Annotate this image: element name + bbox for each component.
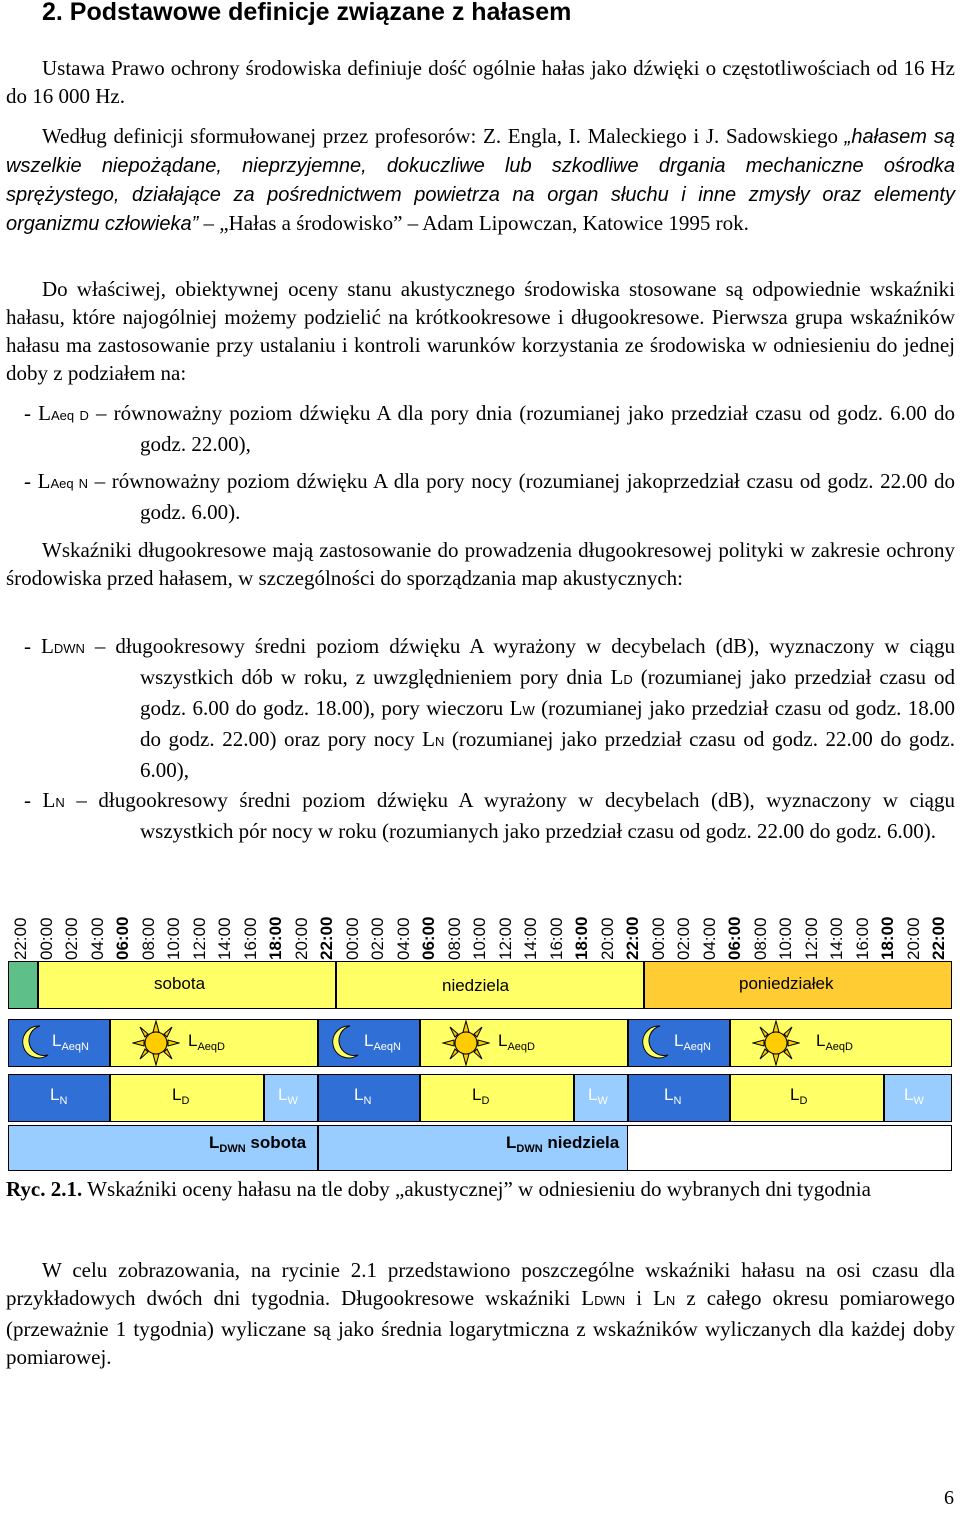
lw-label: $L_W$ bbox=[278, 1085, 298, 1107]
moon-icon bbox=[328, 1023, 362, 1061]
day-label-niedziela: niedziela bbox=[442, 976, 510, 995]
time-tick-label: 06:00 bbox=[113, 916, 133, 960]
ln-label: $L_N$ bbox=[664, 1085, 682, 1107]
ldwn-cell-empty bbox=[628, 1125, 952, 1171]
p2-start: Według definicji sformułowanej przez profesorów: Z. Engla, I. Maleckiego i J. Sadowskiego bbox=[42, 124, 845, 148]
ld-cell-2 bbox=[420, 1074, 574, 1122]
ld-label: $L_D$ bbox=[790, 1085, 808, 1107]
time-tick-label: 22:00 bbox=[317, 916, 337, 960]
time-tick-label: 14:00 bbox=[215, 917, 235, 960]
laeqd-label: $L_{AeqD}$ bbox=[816, 1031, 853, 1053]
paragraph-4: Wskaźniki długookresowe mają zastosowanie do prowadzenia długookresowej polityki w zakresie ochrony środowiska przed hałasem, w szczególności do sporządzania map akustycznych: bbox=[6, 538, 955, 590]
time-tick-label: 06:00 bbox=[725, 916, 745, 960]
time-tick-label: 10:00 bbox=[470, 917, 490, 960]
moon-icon bbox=[638, 1023, 672, 1061]
laeqd-label: $L_{AeqD}$ bbox=[188, 1031, 225, 1053]
time-tick-label: 04:00 bbox=[393, 917, 413, 960]
lw-label: $L_W$ bbox=[904, 1085, 924, 1107]
ld-label: $L_D$ bbox=[172, 1085, 190, 1107]
time-tick-label: 16:00 bbox=[546, 917, 566, 960]
time-tick-label: 12:00 bbox=[189, 917, 209, 960]
p2-end: – „Hałas a środowisko” – Adam Lipowczan, Katowice 1995 rok. bbox=[198, 211, 749, 235]
time-tick-label: 10:00 bbox=[776, 917, 796, 960]
list-item-laeqd: - LAeq D – równoważny poziom dźwięku A dla pory dnia (rozumianej jako przedział czasu od godz. 6.00 do godz. 22.00), bbox=[24, 401, 955, 456]
time-tick-label: 14:00 bbox=[521, 917, 541, 960]
paragraph-3: Do właściwej, obiektywnej oceny stanu akustycznego środowiska stosowane są odpowiednie wskaźniki hałasu, które najogólniej możemy podzielić na krótkookresowe i długookresowe. Pierwsza grupa wskaźników hałasu ma zastosowanie przy ustalaniu i kontroli warunków korzystania ze środowiska w odniesieniu do jednej doby z podziałem na: bbox=[6, 277, 955, 385]
laeqn-label: $L_{AeqN}$ bbox=[364, 1031, 401, 1053]
time-tick-label: 00:00 bbox=[648, 917, 668, 960]
time-tick-label: 02:00 bbox=[368, 917, 388, 960]
time-tick-label: 22:00 bbox=[929, 916, 949, 960]
figure-caption: Ryc. 2.1. Wskaźniki oceny hałasu na tle doby „akustycznej” w odniesieniu do wybranych dni tygodnia bbox=[6, 1177, 871, 1201]
page-number: 6 bbox=[944, 1487, 954, 1509]
time-tick-label: 18:00 bbox=[572, 916, 592, 960]
time-tick-label: 08:00 bbox=[750, 917, 770, 960]
sun-icon bbox=[132, 1020, 180, 1066]
time-tick-label: 10:00 bbox=[164, 917, 184, 960]
ln-label: $L_N$ bbox=[50, 1085, 68, 1107]
sun-icon bbox=[752, 1020, 800, 1066]
time-tick-label: 20:00 bbox=[597, 917, 617, 960]
lw-label: $L_W$ bbox=[588, 1085, 608, 1107]
laeqd-label: $L_{AeqD}$ bbox=[498, 1031, 535, 1053]
time-tick-label: 22:00 bbox=[11, 917, 30, 960]
ld-label: $L_D$ bbox=[472, 1085, 490, 1107]
time-tick-label: 04:00 bbox=[699, 917, 719, 960]
time-tick-label: 02:00 bbox=[674, 917, 694, 960]
time-tick-label: 20:00 bbox=[903, 917, 923, 960]
day-label-sobota: sobota bbox=[154, 974, 206, 993]
time-tick-label: 02:00 bbox=[62, 917, 82, 960]
moon-icon bbox=[18, 1023, 52, 1061]
time-tick-label: 16:00 bbox=[240, 917, 260, 960]
ln-label: $L_N$ bbox=[354, 1085, 372, 1107]
p2-quote: „hałasem są wszelkie niepożądane, nieprzyjemne, dokuczliwe lub szkodliwe drgania mechaniczne ośrodka sprężystego, działające za pośrednictwem powietrza na organ słuchu i inne zmysły oraz elementy organizmu człowieka” bbox=[6, 126, 956, 235]
time-tick-label: 00:00 bbox=[342, 917, 362, 960]
sun-icon bbox=[442, 1020, 490, 1066]
paragraph-1: Ustawa Prawo ochrony środowiska definiuje dość ogólnie hałas jako dźwięki o częstotliwościach od 16 Hz do 16 000 Hz. bbox=[6, 56, 955, 108]
section-heading: 2. Podstawowe definicje związane z hałasem bbox=[42, 0, 572, 26]
time-tick-label: 00:00 bbox=[36, 917, 56, 960]
time-tick-label: 06:00 bbox=[419, 916, 439, 960]
ldwn-label-sobota: $L_{DWN}$ sobota bbox=[209, 1133, 307, 1155]
time-tick-label: 22:00 bbox=[623, 916, 643, 960]
paragraph-2 bbox=[6, 122, 955, 238]
day-label-poniedzialek: poniedziałek bbox=[739, 974, 834, 993]
paragraph-5: W celu zobrazowania, na rycinie 2.1 przedstawiono poszczególne wskaźniki hałasu na osi czasu dla przykładowych dwóch dni tygodnia. Długookresowe wskaźniki LDWN i LN z całego okresu pomiarowego (przeważnie 1 tygodnia) wyliczane są jako średnia logarytmiczna z wskaźników wyliczanych dla każdej doby pomiarowej. bbox=[6, 1258, 956, 1369]
time-axis bbox=[8, 890, 952, 960]
time-tick-label: 16:00 bbox=[852, 917, 872, 960]
time-tick-label: 14:00 bbox=[827, 917, 847, 960]
time-tick-label: 12:00 bbox=[495, 917, 515, 960]
time-tick-label: 20:00 bbox=[291, 917, 311, 960]
list-item-ldwn: - LDWN – długookresowy średni poziom dźwięku A wyrażony w decybelach (dB), wyznaczony w ciągu wszystkich dób w roku, z uwzględnieniem pory dnia LD (rozumianej jako przedział czasu od godz. 6.00 do godz. 18.00), pory wieczoru LW (rozumianej jako przedział czasu od godz. 18.00 do godz. 22.00) oraz pory nocy LN (rozumianej jako przedział czasu od godz. 22.00 do godz. 6.00), bbox=[24, 634, 955, 782]
time-tick-label: 18:00 bbox=[878, 916, 898, 960]
time-tick-label: 08:00 bbox=[138, 917, 158, 960]
time-tick-label: 04:00 bbox=[87, 917, 107, 960]
laeqn-label: $L_{AeqN}$ bbox=[52, 1031, 89, 1053]
time-tick-label: 18:00 bbox=[266, 916, 286, 960]
time-tick-label: 08:00 bbox=[444, 917, 464, 960]
list-item-laeqn: - LAeq N – równoważny poziom dźwięku A dla pory nocy (rozumianej jakoprzedział czasu od godz. 22.00 do godz. 6.00). bbox=[24, 469, 955, 524]
time-tick-label: 12:00 bbox=[801, 917, 821, 960]
ldwn-label-niedziela: $L_{DWN}$ niedziela bbox=[506, 1133, 620, 1155]
laeqn-label: $L_{AeqN}$ bbox=[674, 1031, 711, 1053]
day-strip-start bbox=[8, 961, 38, 1009]
list-item-ln: - LN – długookresowy średni poziom dźwięku A wyrażony w decybelach (dB), wyznaczony w ciągu wszystkich pór nocy w roku (rozumianych jako przedział czasu od godz. 22.00 do godz. 6.00). bbox=[24, 788, 955, 843]
